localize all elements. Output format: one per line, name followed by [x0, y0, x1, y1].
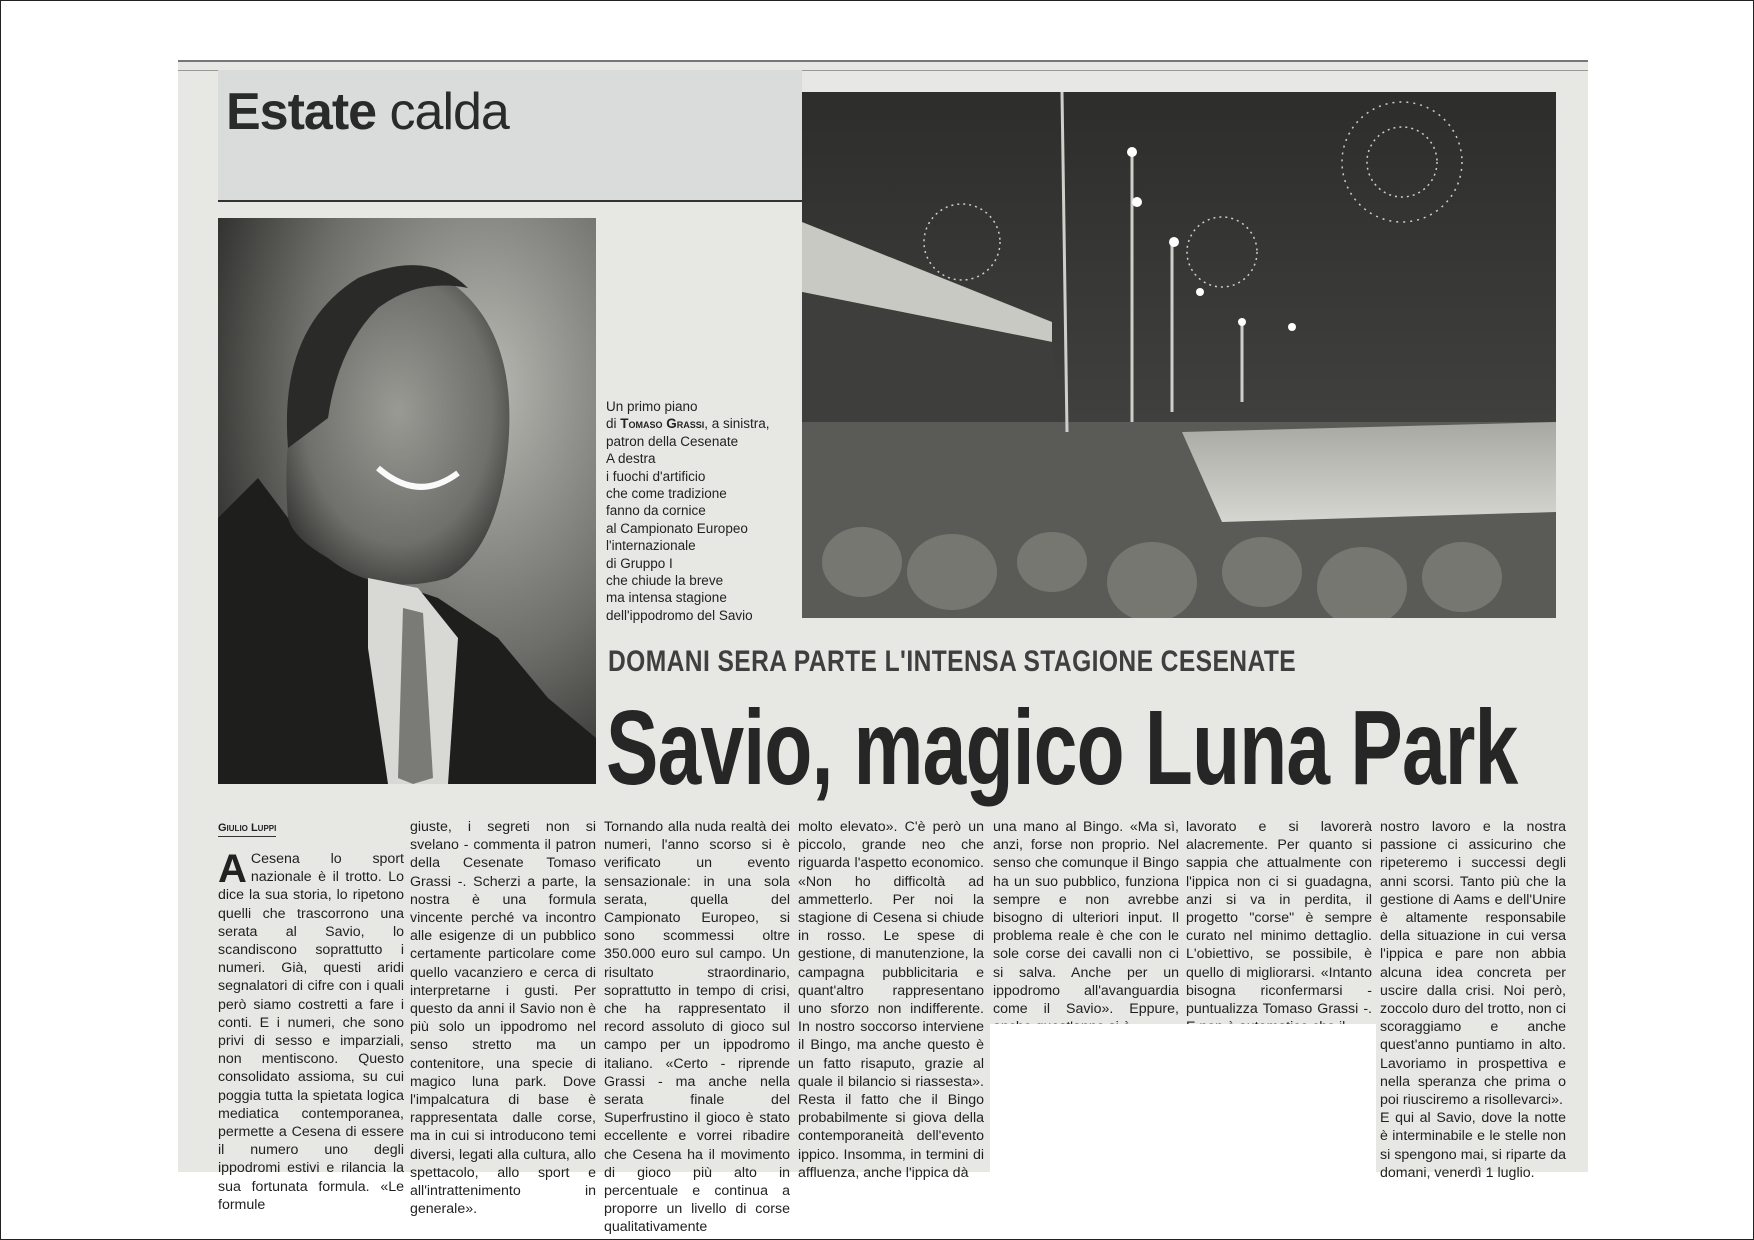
column-text: una mano al Bingo. «Ma sì, anzi, forse non proprio. Nel senso che comunque il Bingo ha un suo pubblico, funziona sempre e non avrebbe bisogno di ulteriori input. Il problema reale è che con le sole corse dei cavalli non ci si salva. Anche per un ippodromo all'avanguardia come il Savio». Eppure,	[993, 819, 1179, 1018]
portrait-photo	[218, 218, 596, 784]
article-column-5	[993, 818, 1179, 1036]
racetrack-illustration	[802, 92, 1556, 618]
caption-line: fanno da cornice	[606, 503, 706, 519]
section-kicker	[226, 82, 509, 142]
column-text: molto elevato». C'è però un piccolo, grande neo che riguarda l'aspetto economico. «Non ho difficoltà ad ammetterlo. Per noi la stagione di Cesena si chiude in rosso. Le spese di gestione, di manutenzione, la campagna pubblicitaria e quant'altro rappresentano uno sforzo non indifferente. In nostro soccorso interviene il Bingo, ma anche questo è un fatto risaputo, grazie al quale il bilancio si riassesta». Resta il fatto che il Bingo probabilmente si giova della contemporaneità dell'evento ippico. Insomma, in termini di affluenza, anche l'ippica dà	[798, 819, 984, 1181]
caption-line: al Campionato Europeo	[606, 520, 748, 536]
drop-cap: A	[218, 847, 247, 891]
article-column-7	[1380, 818, 1566, 1182]
caption-line: che come tradizione	[606, 486, 727, 502]
article-column-2	[410, 818, 596, 1218]
caption-suffix: , a sinistra,	[704, 416, 770, 432]
caption-line: che chiude la breve	[606, 573, 724, 589]
article-headline: Savio, magico Luna Park	[606, 689, 1518, 807]
article-column-3	[604, 818, 790, 1237]
caption-line: A destra	[606, 451, 656, 467]
caption-prefix: di	[606, 416, 621, 432]
column-text: giuste, i segreti non si svelano - commenta il patron della Cesenate Tomaso Grassi -. Scherzi a parte, la nostra è una formula vincente perché va incontro alle esigenze di un pubblico certamente particolare come quello vacanziero e cerca di interpretarne i gusti. Per questo da anni il Savio non è più solo un ippodromo nel senso stretto ma un contenitore, una specie di magico luna park. Dove l'impalcatura di base è rappresentata dalle corse, ma in cui si introducono temi diversi, legati alla cultura, allo spettacolo, allo sport e all'intrattenimento in generale».	[410, 819, 596, 1218]
portrait-illustration	[218, 218, 596, 784]
article-column-1	[218, 847, 404, 1214]
caption-line: Un primo piano	[606, 399, 698, 414]
kicker-light: calda	[389, 83, 509, 141]
photo-caption	[606, 398, 786, 624]
caption-line-name	[606, 415, 786, 432]
caption-line: ma intensa stagione	[606, 590, 727, 606]
caption-line: di Gruppo I	[606, 555, 673, 571]
kicker-bold: Estate	[226, 83, 377, 141]
column-text: lavorato e si lavorerà alacremente. Per quanto si sappia che attualmente con l'ippica non ci si guadagna, anzi si va in perdita, il progetto "corse" è sempre curato nel minimo dettaglio. L'obiettivo, se possibile, è quello di migliorarsi. «Intanto bisogna riconfermarsi - puntualizza Tomaso Grassi -.	[1186, 819, 1372, 1018]
column-text: nostro lavoro e la nostra passione ci assicurino che ripeteremo i successi degli anni scorsi. Tanto più che la gestione di Aams e dell'Unire è altamente responsabile della situazione in cui versa l'ippica e pare non abbia alcuna idea concreta per uscire dalla crisi. Noi però, zoccolo duro del trotto, non ci scoraggiamo e anche quest'anno puntiamo in alto. Lavoriamo in prospettiva e nella speranza che prima o poi riusciremo a risollevarci».	[1380, 819, 1566, 1109]
caption-line: patron della Cesenate	[606, 433, 739, 449]
racetrack-fireworks-photo	[802, 92, 1556, 618]
article-column-6	[1186, 818, 1372, 1036]
column-text: Tornando alla nuda realtà dei numeri, l'anno scorso si è verificato un evento sensazionale: in una sola serata, quella del Campionato Europeo, si sono scommessi oltre 350.000 euro sul campo. Un risultato straordinario, soprattutto in tempo di crisi, che ha rappresentato il record assoluto di gioco sul campo per un ippodromo italiano. «Certo - riprende Grassi - ma anche nella serata finale del Superfrustino il gioco è stato eccellente e vorrei ribadire che Cesena ha il movimento di gioco più alto in percentuale e continua a proporre un livello di corse qualitativamente	[604, 819, 790, 1236]
caption-line: dell'ippodromo del Savio	[606, 607, 753, 623]
blank-area	[990, 1024, 1376, 1174]
article-column-4	[798, 818, 984, 1182]
column-text-closing: E qui al Savio, dove la notte è interminabile e le stelle non si spengono mai, si riparte da domani, venerdì 1 luglio.	[1380, 1110, 1566, 1181]
byline: Giulio Luppi	[218, 822, 276, 837]
column-text: Cesena lo sport nazionale è il trotto. Lo dice la sua storia, lo ripetono quelli che trascorrono una serata al Savio, lo scandiscono soprattutto i numeri. Già, questi aridi segnalatori di cifre con i quali però siamo costretti a fare i conti. E i numeri, che sono privi di sesso e imparziali, non mentiscono. Questo consolidato assioma, su cui poggia tutta la spietata logica mediatica contemporanea, permette a Cesena di essere il numero uno degli ippodromi estivi e rilancia la sua fortunata formula. «Le formule	[218, 851, 404, 1213]
caption-person-name: Tomaso Grassi	[620, 416, 705, 432]
article-subhead: DOMANI SERA PARTE L'INTENSA STAGIONE CESENATE	[608, 645, 1297, 678]
caption-line: i fuochi d'artificio	[606, 468, 706, 484]
caption-line: l'internazionale	[606, 538, 696, 554]
